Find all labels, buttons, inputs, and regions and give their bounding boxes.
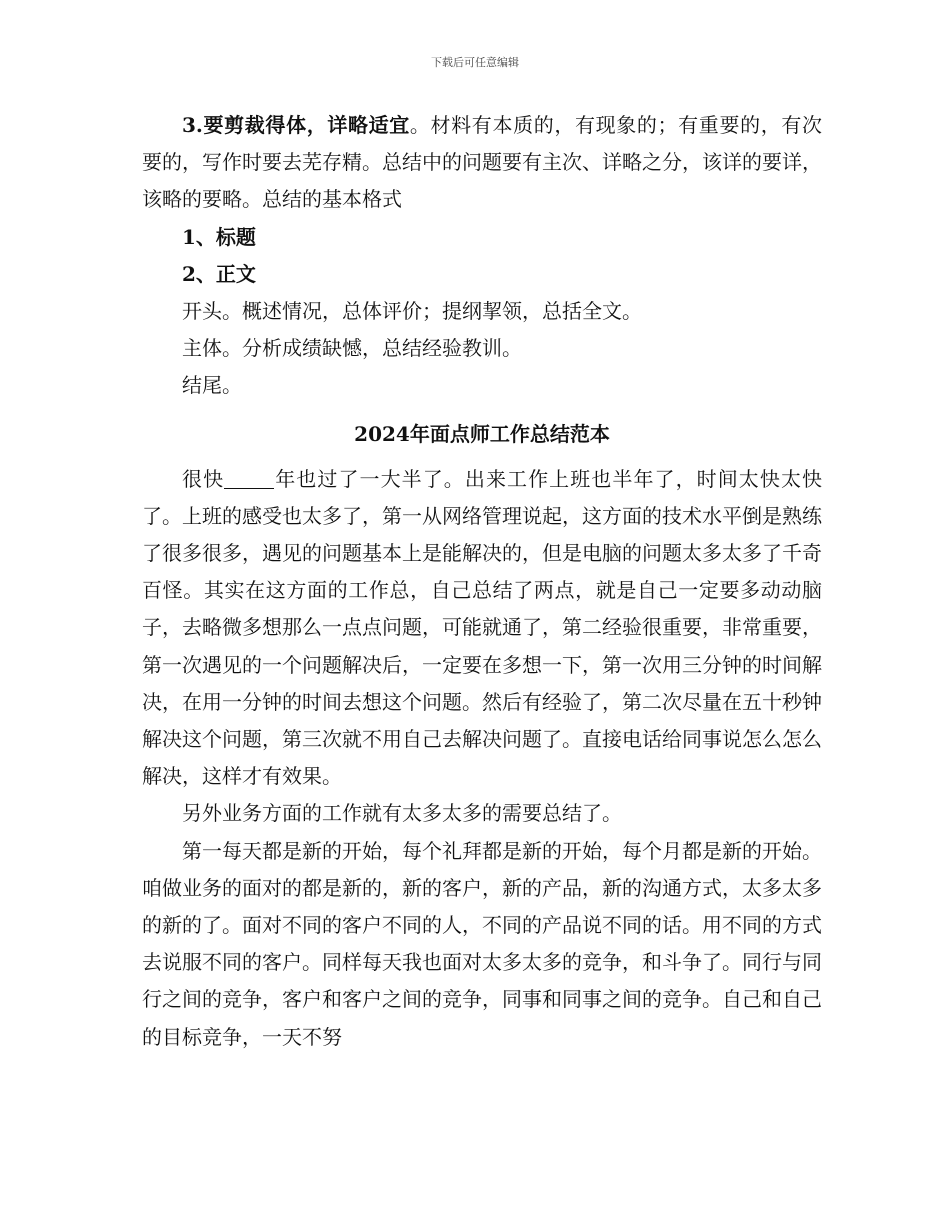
document-title: 2024年面点师工作总结范本 — [354, 421, 610, 446]
format-main: 主体。分析成绩缺憾，总结经验教训。 — [182, 336, 522, 361]
format-ending: 结尾。 — [182, 373, 242, 398]
paragraph-1 — [142, 461, 822, 796]
format-heading-title: 1、标题 — [182, 224, 256, 249]
paragraph-2: 另外业务方面的工作就有太多太多的需要总结了。 — [182, 801, 622, 826]
item-3-text: 。材料有本质的，有现象的；有重要的，有次要的，写作时要去芜存精。总结中的问题要有主次、详略之分，该详的要详，该略的要略。总结的基本格式 — [142, 113, 822, 212]
paragraph-1-start: 很快 — [182, 466, 225, 491]
paragraph-1-rest: 年也过了一大半了。出来工作上班也半年了，时间太快太快了。上班的感受也太多了，第一从网络管理说起，这方面的技术水平倒是熟练了很多很多，遇见的问题基本上是能解决的，但是电脑的问题太多太多了千奇百怪。其实在这方面的工作总，自己总结了两点，就是自己一定要多动动脑子，去略微多想那么一点点问题，可能就通了，第二经验很重要，非常重要，第一次遇见的一个问题解决后，一定要在多想一下，第一次用三分钟的时间解决，在用一分钟的时间去想这个问题。然后有经验了，第二次尽量在五十秒钟解决这个问题，第三次就不用自己去解决问题了。直接电话给同事说怎么怎么解决，这样才有效果。 — [142, 466, 823, 789]
item-3-heading: 3.要剪裁得体，详略适宜 — [182, 113, 410, 137]
document-body — [142, 107, 822, 1056]
paragraph-item-3 — [142, 107, 822, 219]
fill-blank — [224, 468, 274, 489]
paragraph-3: 第一每天都是新的开始，每个礼拜都是新的开始，每个月都是新的开始。咱做业务的面对的都是新的，新的客户，新的产品，新的沟通方式，太多太多的新的了。面对不同的客户不同的人，不同的产品说不同的话。用不同的方式去说服不同的客户。同样每天我也面对太多太多的竞争，和斗争了。同行与同行之间的竞争，客户和客户之间的竞争，同事和同事之间的竞争。自己和自己的目标竞争，一天不努 — [142, 838, 822, 1049]
format-heading-body: 2、正文 — [182, 261, 256, 286]
format-opening: 开头。概述情况，总体评价；提纲挈领，总括全文。 — [182, 299, 642, 324]
page-header: 下载后可任意编辑 — [431, 56, 519, 69]
